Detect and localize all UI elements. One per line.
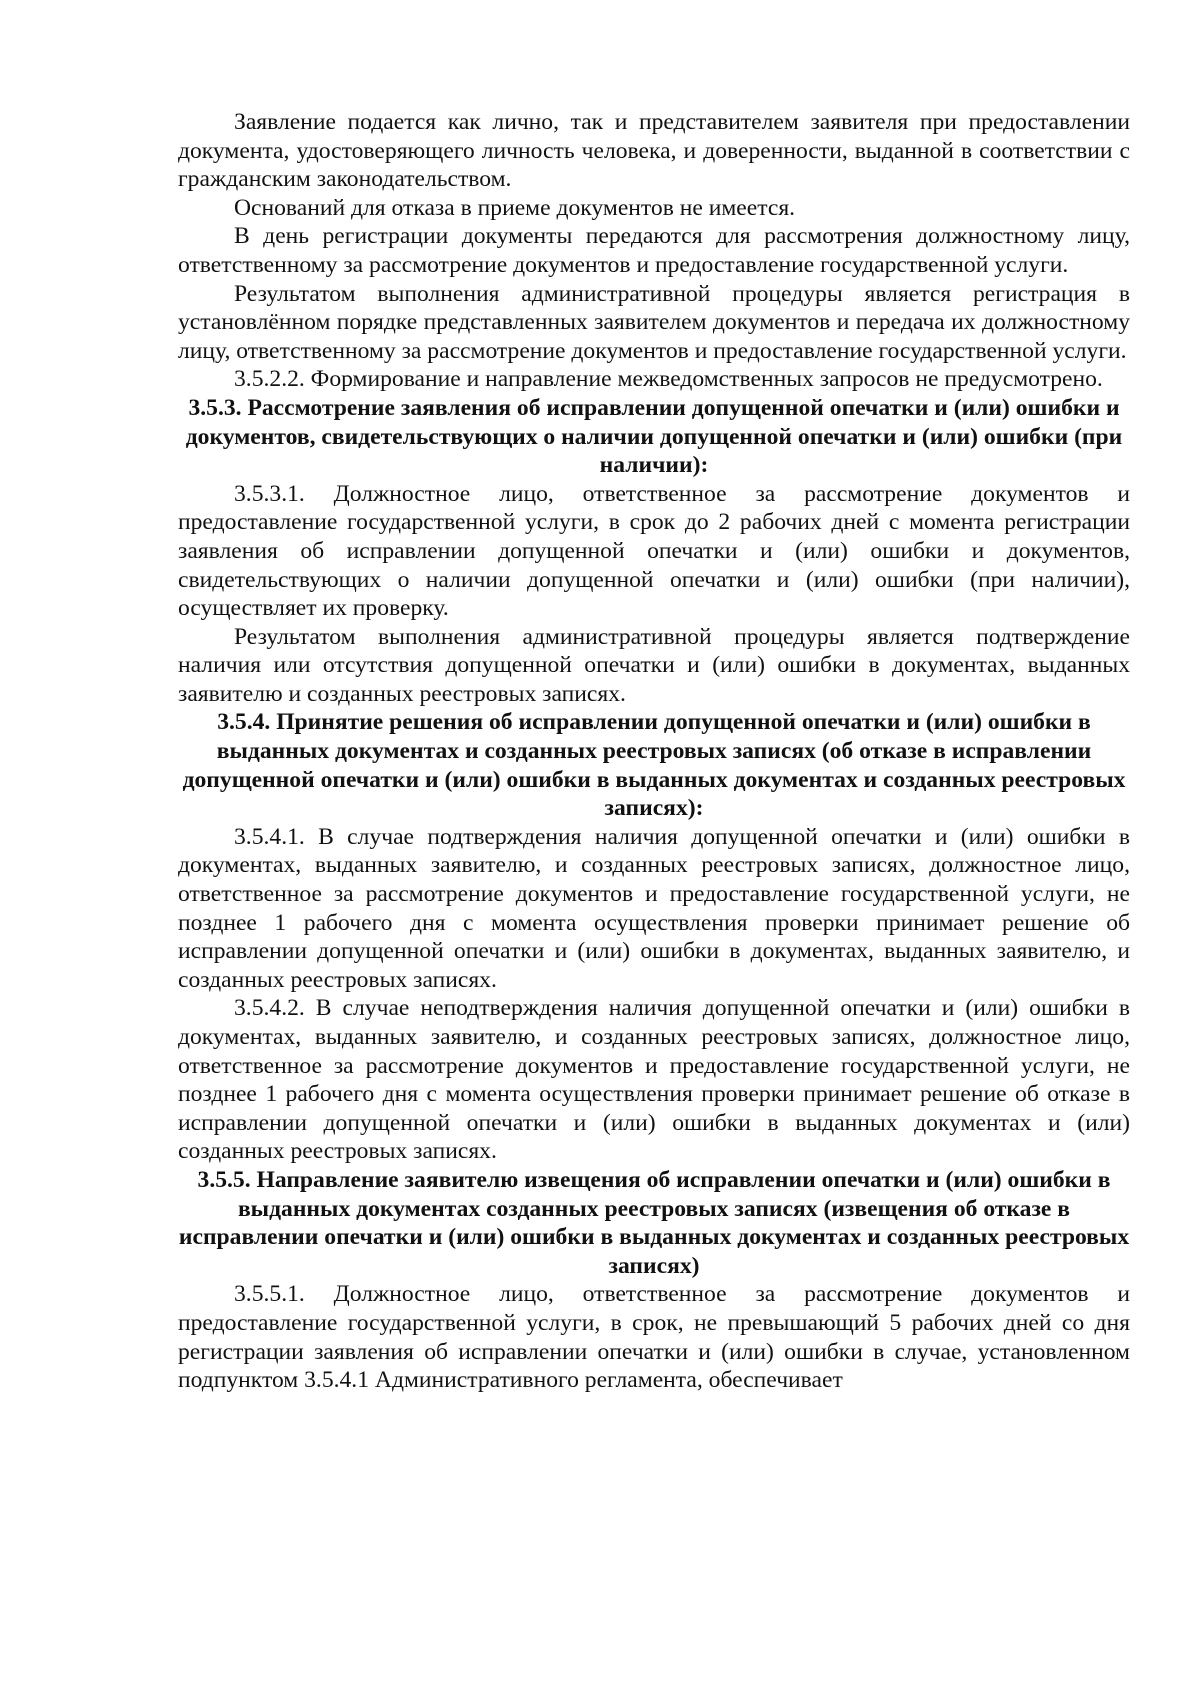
paragraph-registration-day-transfer: В день регистрации документы передаются для рассмотрения должностному лицу, ответственному за рассмотрение документов и предоставление государственной услуги.: [178, 223, 1130, 278]
section-heading-3-5-4: 3.5.4. Принятие решения об исправлении допущенной опечатки и (или) ошибки в выданных документах и созданных реестровых записях (об отказе в исправлении допущенной опечатки и (или) ошибки в выданных документах и созданных реестровых записях):: [182, 709, 1126, 822]
section-heading-3-5-5: 3.5.5. Направление заявителю извещения об исправлении опечатки и (или) ошибки в выданных документах созданных реестровых записях (извещения об отказе в исправлении опечатки и (или) ошибки в выданных документах и созданных реестровых записях): [178, 1166, 1130, 1279]
paragraph-3-5-4-2: 3.5.4.2. В случае неподтверждения наличия допущенной опечатки и (или) ошибки в документах, выданных заявителю, и созданных реестровых записях, должностное лицо, ответственное за рассмотрение документов и предоставление государственной услуги, не позднее 1 рабочего дня с момента осуществления проверки принимает решение об отказе в исправлении допущенной опечатки и (или) ошибки в выданных документах и (или) созданных реестровых записях.: [178, 995, 1130, 1165]
paragraph-3-5-5-1: 3.5.5.1. Должностное лицо, ответственное за рассмотрение документов и предоставление государственной услуги, в срок, не превышающий 5 рабочих дней со дня регистрации заявления об исправлении опечатки и (или) ошибки в случае, установленном подпунктом 3.5.4.1 Административного регламента, обеспечивает: [178, 1281, 1130, 1394]
document-page: [178, 108, 1130, 1395]
paragraph-3-5-3-result: Результатом выполнения административной процедуры является подтверждение наличия или отсутствия допущенной опечатки и (или) ошибки в документах, выданных заявителю и созданных реестровых записях.: [178, 623, 1130, 707]
paragraph-3-5-4-1: 3.5.4.1. В случае подтверждения наличия допущенной опечатки и (или) ошибки в документах, выданных заявителю, и созданных реестровых записях, должностное лицо, ответственное за рассмотрение документов и предоставление государственной услуги, не позднее 1 рабочего дня с момента осуществления проверки принимает решение об исправлении допущенной опечатки и (или) ошибки в документах, выданных заявителю, и созданных реестровых записях.: [178, 823, 1130, 993]
paragraph-application-submission: Заявление подается как лично, так и представителем заявителя при предоставлении документа, удостоверяющего личность человека, и доверенности, выданной в соответствии с гражданским законодательством.: [178, 109, 1130, 193]
section-heading-3-5-3: 3.5.3. Рассмотрение заявления об исправлении допущенной опечатки и (или) ошибки и документов, свидетельствующих о наличии допущенной опечатки и (или) ошибки (при наличии):: [185, 394, 1123, 479]
paragraph-no-refusal-grounds: Оснований для отказа в приеме документов не имеется.: [234, 194, 796, 221]
paragraph-3-5-3-1: 3.5.3.1. Должностное лицо, ответственное за рассмотрение документов и предоставление государственной услуги, в срок до 2 рабочих дней с момента регистрации заявления об исправлении допущенной опечатки и (или) ошибки и документов, свидетельствующих о наличии допущенной опечатки и (или) ошибки (при наличии), осуществляет их проверку.: [178, 480, 1130, 622]
paragraph-3-5-2-2: 3.5.2.2. Формирование и направление межведомственных запросов не предусмотрено.: [234, 366, 1103, 393]
paragraph-procedure-result: Результатом выполнения административной процедуры является регистрация в установлённом порядке представленных заявителем документов и передача их должностному лицу, ответственному за рассмотрение документов и предоставление государственной услуги.: [178, 280, 1130, 364]
